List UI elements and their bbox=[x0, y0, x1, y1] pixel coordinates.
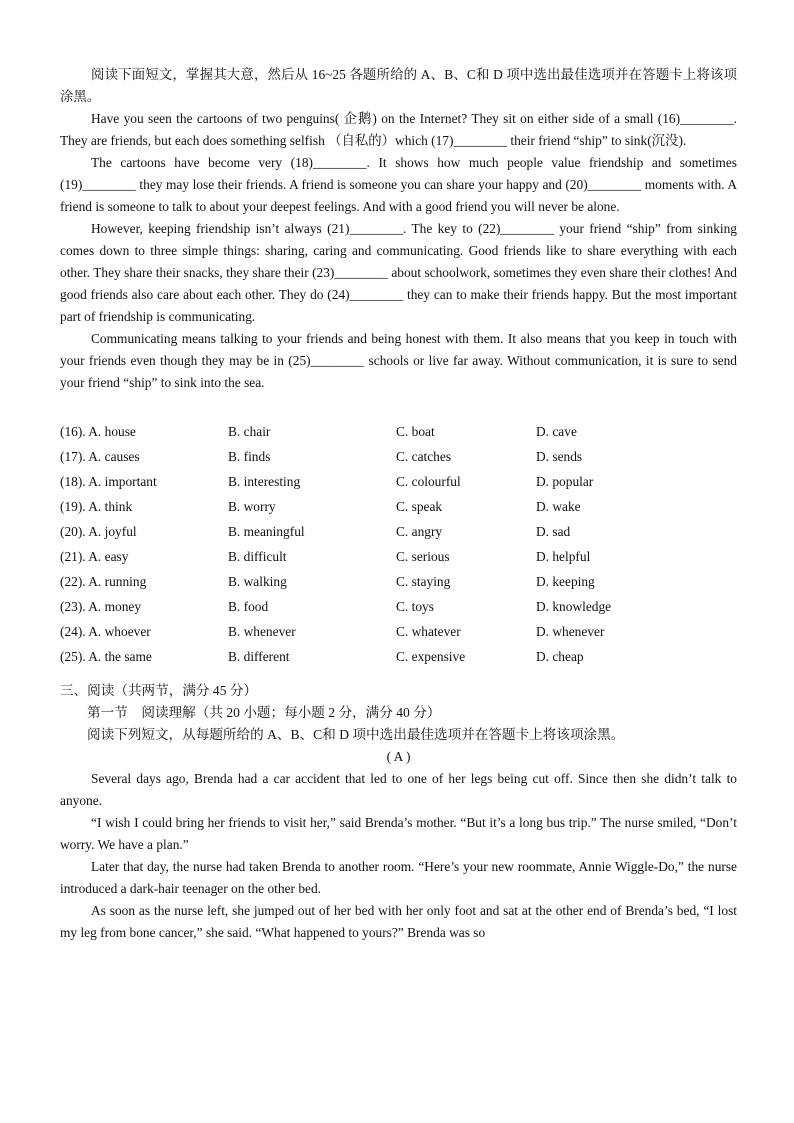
option-a: (23). A. money bbox=[60, 599, 142, 614]
option-d: D. whenever bbox=[536, 624, 605, 639]
cloze-paragraph: Have you seen the cartoons of two penguins( 企鹅) on the Internet? They sit on either side of a small (16)________. They are friends, but each does something selfish （自私的）which (17)________ their friend “ship” to sink(沉没). bbox=[60, 111, 737, 148]
cloze-passage bbox=[60, 108, 737, 394]
option-c: C. colourful bbox=[396, 474, 461, 489]
option-b: B. difficult bbox=[228, 549, 287, 564]
option-c: C. staying bbox=[396, 574, 451, 589]
option-b: B. worry bbox=[228, 499, 276, 514]
option-row bbox=[60, 619, 737, 644]
reading-paragraph: Several days ago, Brenda had a car accident that led to one of her legs being cut off. Since then she didn’t talk to anyone. bbox=[60, 771, 737, 808]
option-row bbox=[60, 644, 737, 669]
passage-label: ( A ) bbox=[386, 749, 411, 764]
option-a: (22). A. running bbox=[60, 574, 147, 589]
option-row bbox=[60, 544, 737, 569]
option-b: B. chair bbox=[228, 424, 271, 439]
reading-paragraph: “I wish I could bring her friends to visit her,” said Brenda’s mother. “But it’s a long bus trip.” The nurse smiled, “Don’t worry. We have a plan.” bbox=[60, 815, 737, 852]
option-d: D. sends bbox=[536, 449, 583, 464]
reading-paragraph: As soon as the nurse left, she jumped out of her bed with her only foot and sat at the other end of Brenda’s bed, “I lost my leg from bone cancer,” she said. “What happened to yours?” Brenda was so bbox=[60, 903, 737, 940]
option-row bbox=[60, 569, 737, 594]
option-row bbox=[60, 469, 737, 494]
options-table bbox=[60, 419, 737, 669]
option-a: (19). A. think bbox=[60, 499, 133, 514]
option-row bbox=[60, 419, 737, 444]
option-a: (18). A. important bbox=[60, 474, 157, 489]
cloze-paragraph: Communicating means talking to your friends and being honest with them. It also means that you keep in touch with your friends even though they may be in (25)________ schools or live far away. Without communication, it is sure to send your friend “ship” to sink into the sea. bbox=[60, 331, 737, 390]
option-b: B. walking bbox=[228, 574, 287, 589]
cloze-paragraph: However, keeping friendship isn’t always (21)________. The key to (22)________ your friend “ship” from sinking comes down to three simple things: sharing, caring and communicating. Good friends like to share everything with each other. They share their snacks, they share their (23)________ about schoolwork, sometimes they even share their clothes! And good friends also care about each other. They do (24)________ they can to make their friends happy. But the most important part of friendship is communicating. bbox=[60, 221, 737, 324]
option-c: C. boat bbox=[396, 424, 435, 439]
option-d: D. cave bbox=[536, 424, 577, 439]
option-d: D. helpful bbox=[536, 549, 591, 564]
option-d: D. popular bbox=[536, 474, 594, 489]
subsection-title: 第一节 阅读理解（共 20 小题；每小题 2 分，满分 40 分） bbox=[87, 705, 441, 720]
option-d: D. cheap bbox=[536, 649, 584, 664]
option-row bbox=[60, 594, 737, 619]
option-c: C. toys bbox=[396, 599, 434, 614]
option-c: C. angry bbox=[396, 524, 443, 539]
option-a: (25). A. the same bbox=[60, 649, 152, 664]
option-a: (24). A. whoever bbox=[60, 624, 151, 639]
option-c: C. expensive bbox=[396, 649, 466, 664]
option-row bbox=[60, 519, 737, 544]
option-a: (16). A. house bbox=[60, 424, 136, 439]
option-b: B. interesting bbox=[228, 474, 301, 489]
option-a: (20). A. joyful bbox=[60, 524, 137, 539]
option-d: D. wake bbox=[536, 499, 581, 514]
option-row bbox=[60, 494, 737, 519]
option-d: D. sad bbox=[536, 524, 571, 539]
option-b: B. different bbox=[228, 649, 290, 664]
option-a: (17). A. causes bbox=[60, 449, 140, 464]
option-a: (21). A. easy bbox=[60, 549, 129, 564]
option-c: C. speak bbox=[396, 499, 443, 514]
reading-passage-a bbox=[60, 768, 737, 944]
option-b: B. meaningful bbox=[228, 524, 305, 539]
option-c: C. catches bbox=[396, 449, 452, 464]
section-title: 三、阅读（共两节，满分 45 分） bbox=[60, 683, 258, 698]
option-d: D. keeping bbox=[536, 574, 595, 589]
option-c: C. whatever bbox=[396, 624, 461, 639]
option-d: D. knowledge bbox=[536, 599, 612, 614]
option-c: C. serious bbox=[396, 549, 450, 564]
exam-page bbox=[60, 64, 737, 944]
option-b: B. whenever bbox=[228, 624, 296, 639]
option-row bbox=[60, 444, 737, 469]
subsection-instruction: 阅读下列短文，从每题所给的 A、B、C和 D 项中选出最佳选项并在答题卡上将该项涂黑。 bbox=[87, 727, 625, 742]
cloze-paragraph: The cartoons have become very (18)________. It shows how much people value friendship and sometimes (19)________ they may lose their friends. A friend is someone you can share your happy and (20)________ moments with. A friend is someone to talk to about your deepest feelings. And with a good friend you will never be alone. bbox=[60, 155, 737, 214]
option-b: B. food bbox=[228, 599, 269, 614]
reading-paragraph: Later that day, the nurse had taken Brenda to another room. “Here’s your new roommate, Annie Wiggle-Do,” the nurse introduced a dark-hair teenager on the other bed. bbox=[60, 859, 737, 896]
option-b: B. finds bbox=[228, 449, 271, 464]
cloze-instruction: 阅读下面短文，掌握其大意，然后从 16~25 各题所给的 A、B、C和 D 项中选出最佳选项并在答题卡上将该项涂黑。 bbox=[60, 67, 737, 104]
